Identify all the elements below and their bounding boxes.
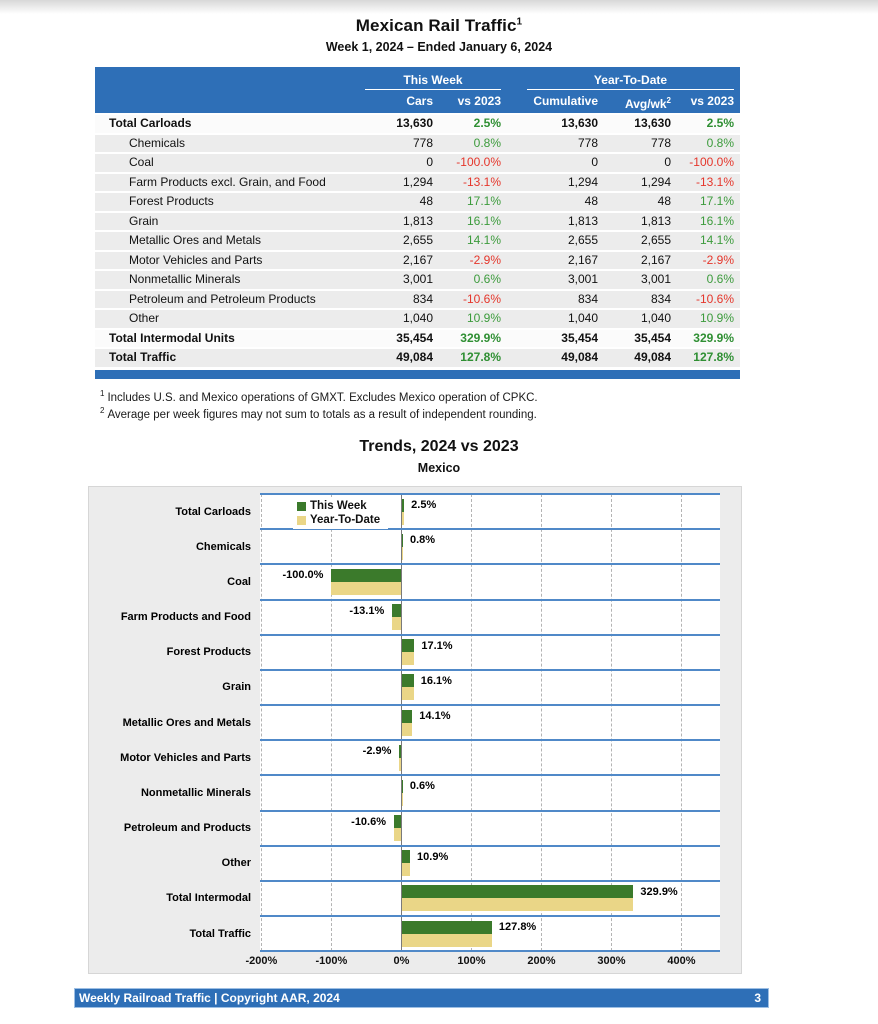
count-value: 778 <box>577 135 598 150</box>
bar-this-week <box>402 534 403 547</box>
count-value: 49,084 <box>396 350 433 364</box>
chart-plot-area <box>260 494 720 951</box>
count-value: 1,040 <box>567 311 598 325</box>
count-value: 0 <box>591 155 598 169</box>
percent-change-value: 14.1% <box>466 233 501 247</box>
count-value: 1,813 <box>640 213 671 228</box>
count-value: 48 <box>419 194 433 208</box>
count-value: 49,084 <box>634 350 671 364</box>
percent-change-value: 17.1% <box>466 194 501 208</box>
percent-change-value: -2.9% <box>702 252 734 267</box>
commodity-name: Other <box>129 311 160 325</box>
count-value <box>501 213 527 231</box>
percent-change-value: 0.8% <box>706 135 734 150</box>
bar-value-label: 127.8% <box>498 921 537 933</box>
bar-year-to-date <box>402 652 414 665</box>
category-label: Total Traffic <box>189 927 251 940</box>
category-label: Petroleum and Products <box>123 822 251 835</box>
category-label: Forest Products <box>166 646 251 659</box>
x-axis-tick-label: 300% <box>597 955 626 968</box>
x-axis-tick-label: 400% <box>667 955 696 968</box>
bar-value-label: 14.1% <box>419 710 451 723</box>
count-value: 834 <box>650 291 671 306</box>
bar-value-label: -2.9% <box>362 745 392 758</box>
band-separator-line <box>260 704 720 706</box>
bar-value-label: -10.6% <box>351 815 387 828</box>
legend-swatch-year-to-date <box>297 516 306 525</box>
page-footer <box>75 989 768 1007</box>
count-value: 2,167 <box>567 252 598 267</box>
table-row <box>95 328 740 348</box>
chart-title: Trends, 2024 vs 2023 <box>359 438 519 456</box>
percent-change-value: 127.8% <box>460 350 501 364</box>
percent-change-value: 10.9% <box>699 311 734 325</box>
percent-change-value: -10.6% <box>462 291 501 306</box>
band-separator-line <box>260 493 720 495</box>
percent-change-value: 0.6% <box>473 272 501 286</box>
legend-item-this-week: This Week <box>297 499 380 513</box>
bar-this-week <box>402 674 413 687</box>
table-row <box>95 211 740 231</box>
count-value: 2,655 <box>640 233 671 247</box>
bar-this-week <box>402 639 414 652</box>
bar-year-to-date <box>392 617 401 630</box>
percent-change-value: 329.9% <box>693 330 734 345</box>
x-axis-tick-label: -200% <box>245 955 278 968</box>
bar-value-label: 329.9% <box>640 885 678 898</box>
bar-year-to-date <box>402 512 404 525</box>
count-value: 0 <box>426 155 433 169</box>
percent-change-value: 127.8% <box>693 350 734 364</box>
table-body <box>95 113 740 367</box>
bar-this-week <box>399 745 401 758</box>
count-value <box>501 135 527 153</box>
table-header <box>95 67 740 113</box>
percent-change-value: 16.1% <box>466 213 501 228</box>
percent-change-value: 14.1% <box>699 233 734 247</box>
commodity-name: Nonmetallic Minerals <box>129 272 241 286</box>
count-value: 48 <box>657 194 671 208</box>
column-header-cars: Cars <box>406 94 433 108</box>
count-value: 1,813 <box>567 213 598 228</box>
count-value: 3,001 <box>567 272 598 286</box>
bar-year-to-date <box>402 863 410 876</box>
bar-year-to-date <box>402 723 412 736</box>
count-value: 1,294 <box>640 174 671 189</box>
footnote-1: $^1$ Includes U.S. and Mexico operations of GMXT. Excludes Mexico operation of CPKC. <box>100 388 538 404</box>
bar-year-to-date <box>331 582 401 595</box>
bar-value-label: 0.8% <box>409 534 436 547</box>
x-axis-tick-label: 200% <box>527 955 556 968</box>
band-separator-line <box>260 739 720 741</box>
commodity-name: Chemicals <box>129 135 186 150</box>
count-value: 49,084 <box>561 350 598 364</box>
percent-change-value: 329.9% <box>460 330 501 345</box>
bar-value-label: 2.5% <box>411 499 437 512</box>
category-label: Total Intermodal <box>166 892 251 905</box>
commodity-name: Forest Products <box>129 194 214 208</box>
count-value <box>501 271 527 289</box>
commodity-name: Petroleum and Petroleum Products <box>129 291 316 306</box>
count-value: 834 <box>577 291 598 306</box>
percent-change-value: -13.1% <box>695 174 734 189</box>
count-value: 2,655 <box>567 233 598 247</box>
chart-legend <box>293 498 388 529</box>
commodity-name: Total Traffic <box>109 350 177 364</box>
table-row <box>95 289 740 309</box>
count-value: 2,167 <box>640 252 671 267</box>
category-label: Total Carloads <box>175 505 251 518</box>
count-value: 1,040 <box>640 311 671 325</box>
percent-change-value: 2.5% <box>473 116 501 130</box>
bar-this-week <box>394 815 401 828</box>
count-value: 778 <box>650 135 671 150</box>
count-value: 13,630 <box>561 116 598 130</box>
count-value: 834 <box>412 291 433 306</box>
column-header-ytd-vs-2023: vs 2023 <box>690 94 734 108</box>
column-header-tw-vs-2023: vs 2023 <box>457 94 501 108</box>
x-axis-tick-label: -100% <box>315 955 348 968</box>
bar-this-week <box>331 569 401 582</box>
column-header-avg-wk: Avg/$wk^2$ <box>624 96 671 111</box>
commodity-name: Total Intermodal Units <box>109 330 235 345</box>
category-label: Chemicals <box>195 540 251 553</box>
percent-change-value: 10.9% <box>466 311 501 325</box>
page-title: Mexican Rail Traffic$^1$ <box>355 16 523 35</box>
count-value: 1,294 <box>567 174 598 189</box>
band-separator-line <box>260 774 720 776</box>
percent-change-value: 0.8% <box>473 135 501 150</box>
percent-change-value: 16.1% <box>699 213 734 228</box>
percent-change-value: -13.1% <box>462 174 501 189</box>
count-value <box>501 349 527 367</box>
legend-swatch-this-week <box>297 502 306 511</box>
bar-this-week <box>402 499 404 512</box>
category-label: Other <box>221 857 251 870</box>
category-label: Farm Products and Food <box>120 611 251 624</box>
count-value <box>501 154 527 172</box>
count-value <box>501 310 527 328</box>
x-axis-tick-label: 100% <box>457 955 486 968</box>
band-separator-line <box>260 915 720 917</box>
bar-year-to-date <box>402 687 413 700</box>
count-value: 2,655 <box>402 233 433 247</box>
count-value: 1,294 <box>402 174 433 189</box>
band-separator-line <box>260 880 720 882</box>
page-top-shadow <box>0 0 878 14</box>
commodity-name: Total Carloads <box>109 116 192 130</box>
column-group-year-to-date: Year-To-Date <box>527 73 734 90</box>
count-value: 35,454 <box>634 330 671 345</box>
commodity-name: Coal <box>129 155 154 169</box>
commodity-name: Grain <box>129 213 159 228</box>
legend-item-year-to-date: Year-To-Date <box>297 513 380 527</box>
count-value: 3,001 <box>640 272 671 286</box>
band-separator-line <box>260 563 720 565</box>
table-row <box>95 172 740 192</box>
count-value <box>501 232 527 250</box>
count-value: 1,040 <box>402 311 433 325</box>
band-separator-line <box>260 599 720 601</box>
count-value <box>501 115 527 133</box>
bar-value-label: 16.1% <box>420 674 452 687</box>
bar-year-to-date <box>402 547 403 560</box>
band-separator-line <box>260 810 720 812</box>
percent-change-value: 0.6% <box>706 272 734 286</box>
bar-year-to-date <box>399 758 401 771</box>
category-label: Grain <box>222 681 251 694</box>
count-value <box>501 291 527 309</box>
count-value <box>501 193 527 211</box>
band-separator-line <box>260 669 720 671</box>
table-row <box>95 308 740 328</box>
traffic-table <box>95 67 740 379</box>
count-value: 3,001 <box>402 272 433 286</box>
bar-this-week <box>402 921 491 934</box>
bar-value-label: 10.9% <box>417 850 449 863</box>
band-separator-line <box>260 950 720 952</box>
bar-year-to-date <box>402 898 633 911</box>
bar-year-to-date <box>402 793 403 806</box>
commodity-name: Metallic Ores and Metals <box>129 233 262 247</box>
bar-year-to-date <box>402 934 491 947</box>
count-value <box>501 330 527 348</box>
trends-bar-chart <box>88 486 742 974</box>
table-row <box>95 113 740 133</box>
table-bottom-bar <box>95 370 740 379</box>
count-value: 2,167 <box>402 252 433 267</box>
count-value <box>501 252 527 270</box>
table-row <box>95 152 740 172</box>
count-value: 13,630 <box>634 116 671 130</box>
count-value: 35,454 <box>396 330 433 345</box>
percent-change-value: -2.9% <box>469 252 501 267</box>
bar-value-label: 17.1% <box>421 639 453 652</box>
bar-this-week <box>402 710 412 723</box>
count-value <box>501 174 527 192</box>
chart-subtitle: Mexico <box>417 461 461 476</box>
title-footnote-marker: 1 <box>516 16 523 28</box>
table-row <box>95 250 740 270</box>
bar-value-label: -13.1% <box>349 604 385 617</box>
column-header-cumulative: Cumulative <box>533 94 598 108</box>
footer-page-number: 3 <box>754 991 761 1006</box>
table-row <box>95 230 740 250</box>
count-value: 13,630 <box>396 116 433 130</box>
bar-this-week <box>392 604 401 617</box>
table-row <box>95 269 740 289</box>
category-label: Nonmetallic Minerals <box>140 786 251 799</box>
category-label: Metallic Ores and Metals <box>122 716 251 729</box>
percent-change-value: 2.5% <box>706 116 734 130</box>
count-value: 35,454 <box>561 330 598 345</box>
percent-change-value: -10.6% <box>695 291 734 306</box>
count-value: 1,813 <box>402 213 433 228</box>
category-label: Coal <box>227 576 251 589</box>
count-value: 48 <box>584 194 598 208</box>
bar-this-week <box>402 885 633 898</box>
bar-this-week <box>402 780 403 793</box>
bar-value-label: -100.0% <box>282 569 324 582</box>
percent-change-value: -100.0% <box>689 155 734 169</box>
table-row <box>95 133 740 153</box>
page-subtitle: Week 1, 2024 – Ended January 6, 2024 <box>325 40 553 54</box>
count-value: 778 <box>412 135 433 150</box>
x-axis-tick-label: 0% <box>393 955 410 968</box>
footer-text: Weekly Railroad Traffic | Copyright AAR, 2024 <box>79 991 340 1006</box>
count-value: 0 <box>664 155 671 169</box>
bar-this-week <box>402 850 410 863</box>
bar-value-label: 0.6% <box>409 780 435 793</box>
band-separator-line <box>260 845 720 847</box>
percent-change-value: 17.1% <box>699 194 734 208</box>
table-row <box>95 191 740 211</box>
category-label: Motor Vehicles and Parts <box>120 751 251 764</box>
band-separator-line <box>260 634 720 636</box>
bar-year-to-date <box>394 828 401 841</box>
footnote-2: $^2$ Average per week figures may not sum to totals as a result of independent rounding. <box>100 406 537 422</box>
percent-change-value: -100.0% <box>456 155 501 169</box>
commodity-name: Motor Vehicles and Parts <box>129 252 263 267</box>
footnotes <box>100 389 878 422</box>
commodity-name: Farm Products excl. Grain, and Food <box>129 174 326 189</box>
table-row <box>95 347 740 367</box>
column-group-this-week: This Week <box>365 73 501 90</box>
